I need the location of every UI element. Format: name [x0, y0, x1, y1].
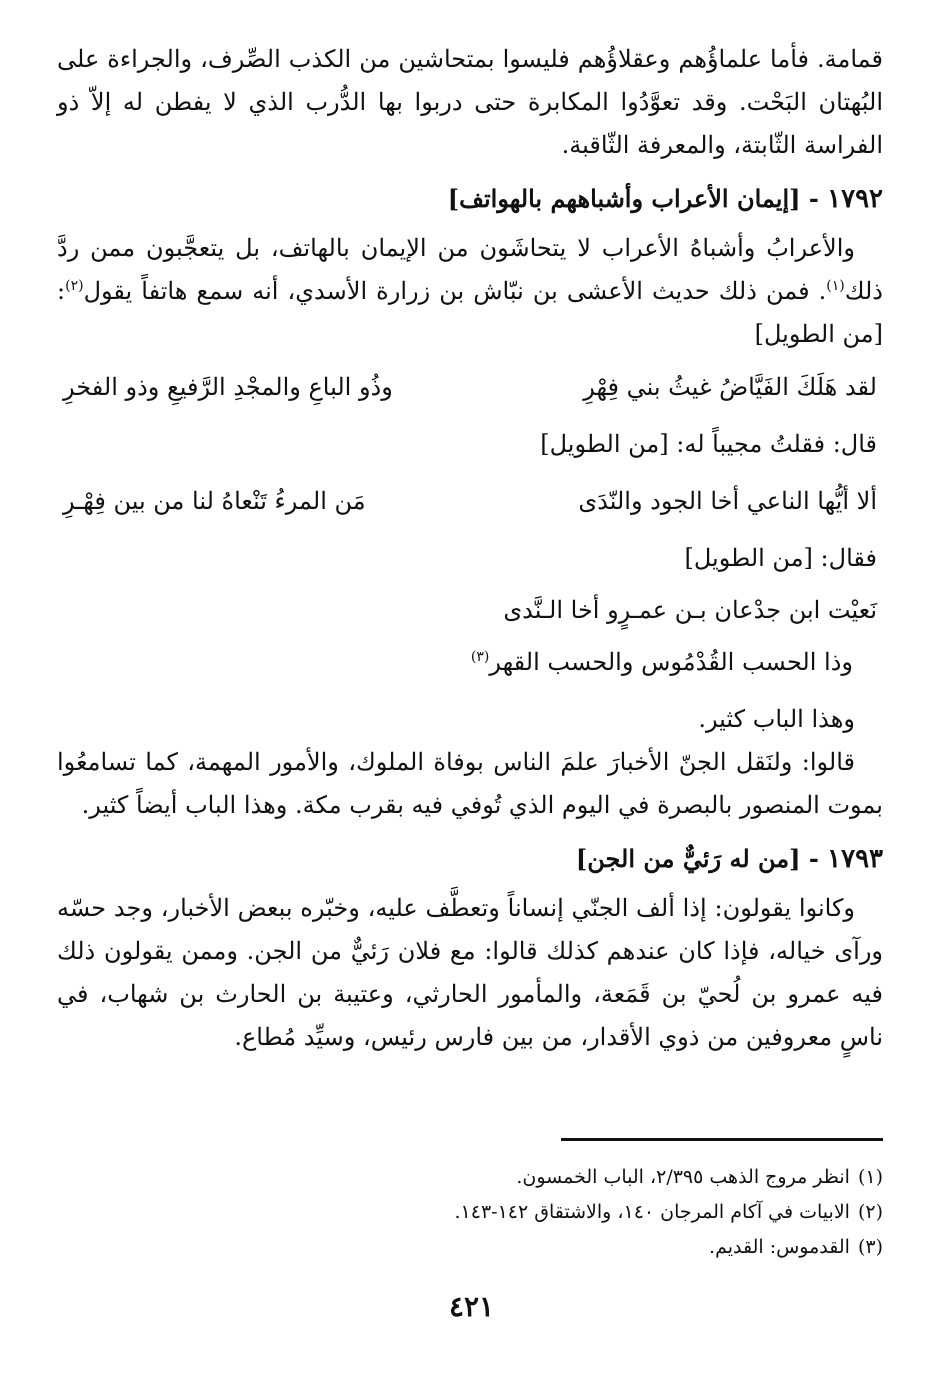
- section-heading-1792: [57, 177, 883, 221]
- page-number: ٤٢١: [448, 1290, 495, 1323]
- footnote-1: [57, 1160, 883, 1195]
- verse-line-3b: [57, 636, 883, 688]
- footnote-text: الابيات في آكام المرجان ١٤٠، والاشتقاق ١٤٢-١٤٣.: [454, 1201, 850, 1223]
- verse-line-2: [57, 476, 883, 526]
- footnote-number: (١): [857, 1166, 883, 1188]
- section-number: ١٧٩٣: [827, 844, 883, 874]
- section-title: [من له رَئيٌّ من الجن]: [575, 844, 801, 873]
- verse-hemistich-first: ألا أيُّها الناعي أخا الجود والنّدَى: [578, 487, 877, 515]
- footnote-ref-1: (١): [826, 278, 845, 294]
- section-intro: [57, 227, 883, 356]
- footnotes: [57, 1160, 883, 1265]
- section-separator: -: [800, 184, 828, 213]
- footnote-3: [57, 1230, 883, 1265]
- reply-intro: قال: فقلتُ مجيباً له: [من الطويل]: [540, 430, 877, 458]
- answer-intro: فقال: [من الطويل]: [684, 544, 877, 572]
- footnote-ref-2: (٢): [65, 278, 84, 294]
- paragraph-jinn-news: قالوا: ولنَقل الجنّ الأخبارَ علمَ الناس بوفاة الملوك، والأمور المهمة، كما تسامعُوا بموت المنصور بالبصرة في اليوم الذي تُوفي فيه بقرب مكة. وهذا الباب أيضاً كثير.: [57, 748, 883, 819]
- footnote-divider: [561, 1138, 883, 1141]
- footnote-number: (٢): [857, 1201, 883, 1223]
- verse-hemistich-second: وذُو الباعِ والمجْدِ الرَّفيعِ وذو الفخرِ: [63, 373, 393, 401]
- verse-line-1: [57, 362, 883, 412]
- section-separator: -: [800, 844, 828, 873]
- footnote-text: انظر مروج الذهب ٢/٣٩٥، الباب الخمسون.: [516, 1166, 850, 1188]
- verse-hemistich-first: لقد هَلَكَ الفَيَّاضُ غيثُ بني فِهْرِ: [583, 373, 877, 401]
- verse-text: وذا الحسب القُدْمُوس والحسب القهر: [489, 648, 853, 676]
- section-number: ١٧٩٢: [827, 184, 883, 214]
- footnote-text: القدموس: القديم.: [709, 1236, 850, 1258]
- verse-line-3a: نَعيْت ابن جدْعان بـن عمـرٍو أخا الـنَّدى: [503, 596, 877, 624]
- intro-text: والأعرابُ وأشباهُ الأعراب لا يتحاشَون من الإيمان بالهاتف، بل يتعجَّبون ممن ردَّ ذلك: [57, 234, 883, 305]
- page-body: [57, 38, 883, 1059]
- footnote-2: [57, 1195, 883, 1230]
- footnote-ref-3: (٣): [470, 649, 490, 665]
- paragraph-ray: وكانوا يقولون: إذا ألف الجنّي إنساناً وتعطَّف عليه، وخبّره ببعض الأخبار، وجد حسّه ورآى خياله، فإذا كان عندهم كذلك قالوا: مع فلان رَئيٌّ من الجن. وممن يقولون ذلك فيه عمرو بن لُحيّ بن قَمَعة، والمأمور الحارثي، وعتيبة بن الحارث بن شهاب، في ناسٍ معروفين من ذوي الأقدار، من بين فارس رئيس، وسيِّد مُطاع.: [57, 894, 884, 1051]
- intro-text-cont: . فمن ذلك حديث الأعشى بن نبّاش بن زرارة الأسدي، أنه سمع هاتفاً يقول: [83, 277, 827, 305]
- opening-paragraph: قمامة. فأما علماؤُهم وعقلاؤُهم فليسوا بمتحاشين من الكذب الصِّرف، والجراءة على البُهتان البَحْت. وقد تعوَّدُوا المكابرة حتى دربوا بها الدُّرب الذي لا يفطن له إلاّ ذو الفراسة الثّابتة، والمعرفة الثّاقبة.: [57, 45, 883, 159]
- footnote-number: (٣): [857, 1236, 883, 1258]
- section-heading-1793: [57, 837, 883, 881]
- closing-line: وهذا الباب كثير.: [698, 705, 855, 733]
- verse-hemistich-second: مَن المرءُ تَنْعاهُ لنا من بين فِهْـرِ: [63, 487, 366, 515]
- section-title: [إيمان الأعراب وأشباههم بالهواتف]: [447, 184, 801, 213]
- intro-meter: : [من الطويل]: [57, 277, 883, 348]
